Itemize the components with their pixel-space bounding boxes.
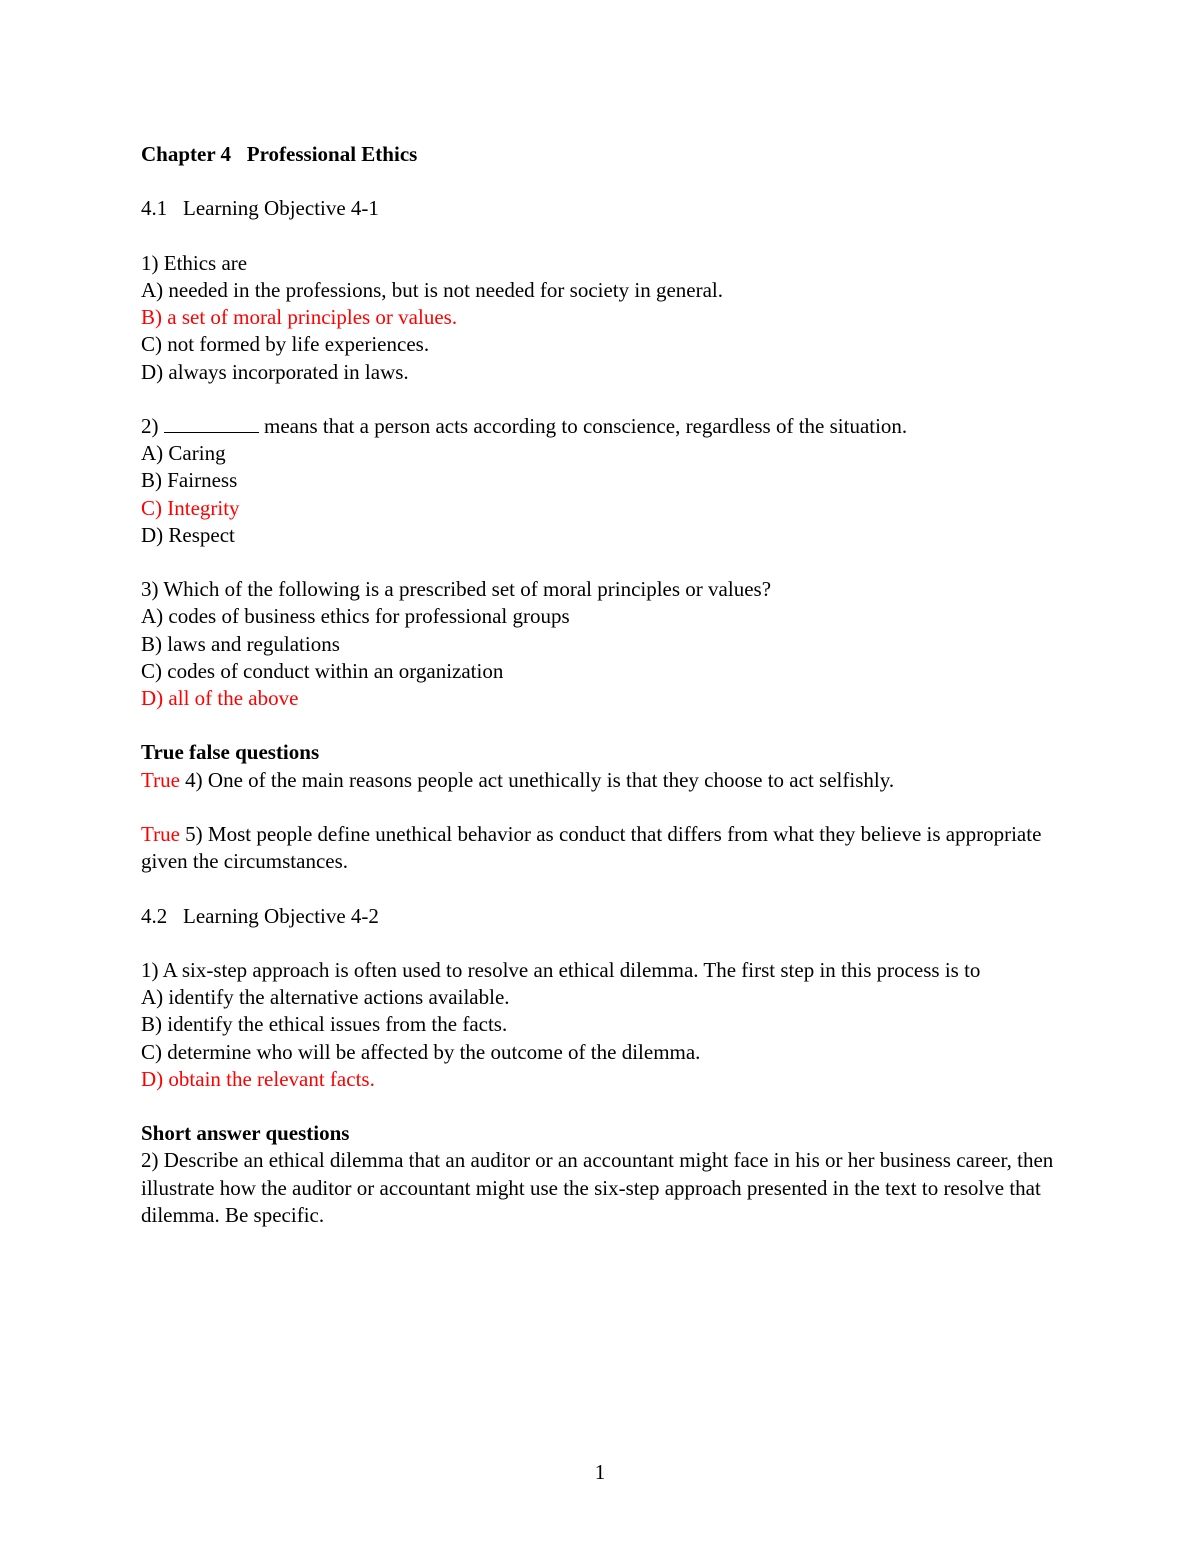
question-4-2-1-stem: 1) A six-step approach is often used to resolve an ethical dilemma. The first step in this process is to: [141, 957, 981, 982]
question-2-option-a: A) Caring: [141, 441, 226, 466]
question-4-answer: True: [141, 767, 180, 792]
spacer: [141, 1093, 1071, 1120]
question-5: [141, 821, 1071, 875]
question-1-option-d: D) always incorporated in laws.: [141, 359, 409, 384]
document-page: [141, 141, 1071, 1229]
section-heading-4-2: 4.2 Learning Objective 4-2: [141, 903, 379, 928]
question-2-option-d: D) Respect: [141, 522, 235, 547]
question-3-stem: 3) Which of the following is a prescribed set of moral principles or values?: [141, 577, 772, 602]
spacer: [141, 549, 1071, 576]
question-1-option-c: C) not formed by life experiences.: [141, 332, 430, 357]
question-1-stem: 1) Ethics are: [141, 250, 248, 275]
question-3-option-a: A) codes of business ethics for professional groups: [141, 604, 570, 629]
short-answer-heading: Short answer questions: [141, 1121, 350, 1146]
question-4-2-1-option-a: A) identify the alternative actions available.: [141, 985, 510, 1010]
question-1-option-b-answer: B) a set of moral principles or values.: [141, 305, 458, 330]
question-4-2-2-text: 2) Describe an ethical dilemma that an auditor or an accountant might face in his or her business career, then illustrate how the auditor or accountant might use the six-step approach presented in the text to resolve that dilemma. Be specific.: [141, 1148, 1054, 1227]
question-2-number: 2): [141, 413, 164, 438]
spacer: [141, 386, 1071, 413]
chapter-title: Chapter 4 Professional Ethics: [141, 142, 418, 166]
question-4: [141, 767, 1071, 794]
question-4-2-1-option-b: B) identify the ethical issues from the facts.: [141, 1012, 508, 1037]
question-5-text: 5) Most people define unethical behavior as conduct that differs from what they believe is appropriate given the circumstances.: [141, 821, 1042, 874]
spacer: [141, 794, 1071, 821]
question-4-2-1-option-d-answer: D) obtain the relevant facts.: [141, 1066, 375, 1091]
spacer: [141, 875, 1071, 902]
question-1-option-a: A) needed in the professions, but is not needed for society in general.: [141, 277, 724, 302]
fill-in-blank: [164, 415, 259, 433]
true-false-heading: True false questions: [141, 740, 320, 765]
spacer: [141, 223, 1071, 250]
question-2-option-b: B) Fairness: [141, 468, 238, 493]
question-3-option-c: C) codes of conduct within an organization: [141, 658, 504, 683]
question-2-stem-text: means that a person acts according to conscience, regardless of the situation.: [258, 413, 908, 438]
spacer: [141, 930, 1071, 957]
page-number: 1: [594, 1460, 606, 1484]
question-2-option-c-answer: C) Integrity: [141, 495, 240, 520]
question-5-answer: True: [141, 821, 180, 846]
section-heading-4-1: 4.1 Learning Objective 4-1: [141, 196, 379, 221]
question-3-option-b: B) laws and regulations: [141, 631, 340, 656]
spacer: [141, 168, 1071, 195]
question-4-text: 4) One of the main reasons people act unethically is that they choose to act selfishly.: [179, 767, 895, 792]
question-3-option-d-answer: D) all of the above: [141, 686, 299, 710]
spacer: [141, 712, 1071, 739]
question-4-2-1-option-c: C) determine who will be affected by the outcome of the dilemma.: [141, 1039, 701, 1064]
question-2-stem: [141, 413, 1071, 440]
